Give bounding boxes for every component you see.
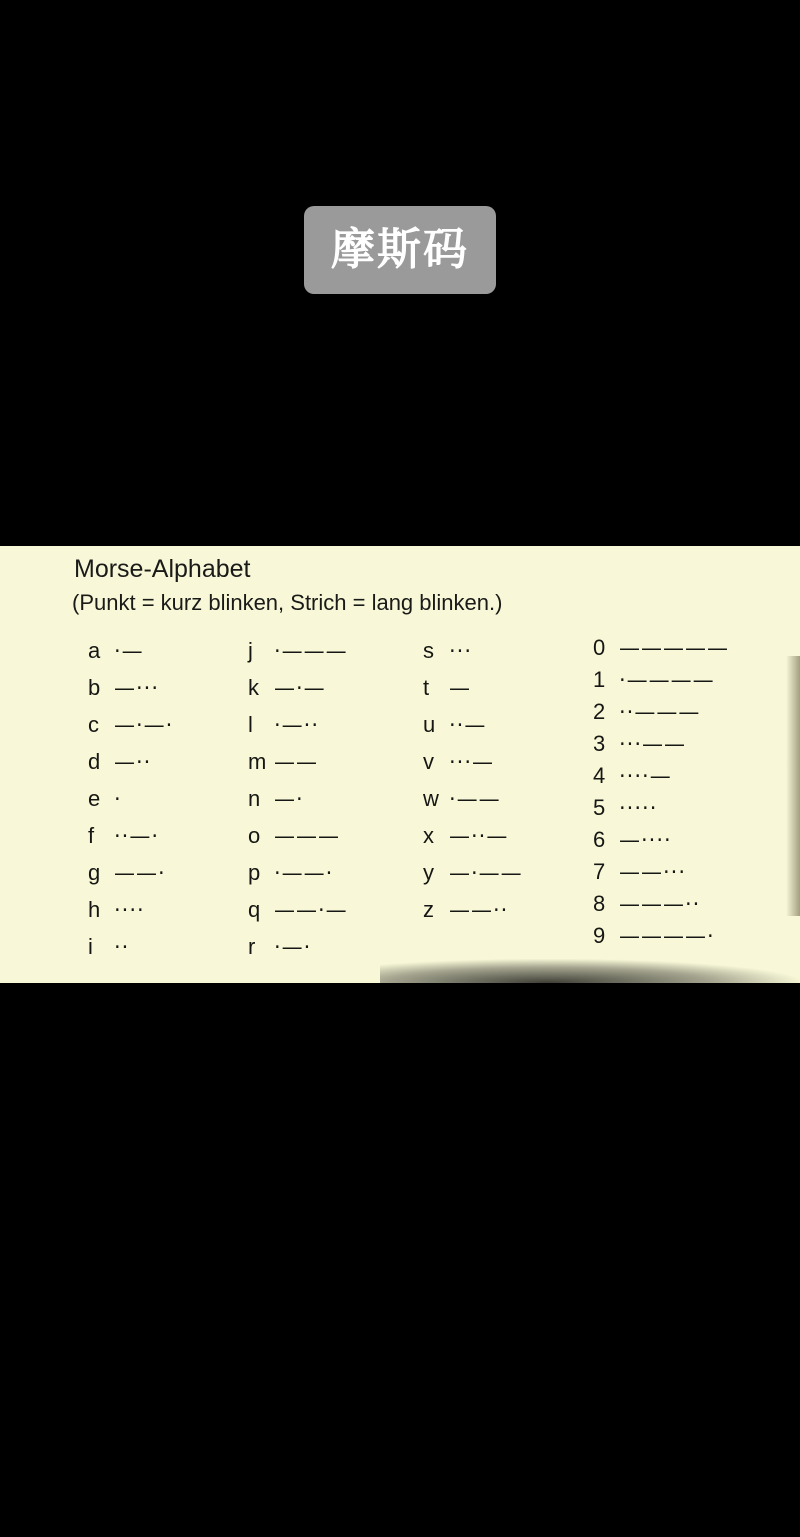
morse-code: · [114, 786, 122, 811]
morse-code: —··· [114, 675, 160, 700]
morse-row [88, 854, 248, 891]
morse-row [593, 920, 753, 952]
morse-character: c [88, 711, 99, 737]
morse-row [248, 669, 423, 706]
morse-code: ·——— [274, 638, 348, 663]
morse-character: p [248, 859, 261, 885]
morse-row [423, 632, 593, 669]
morse-row [423, 780, 593, 817]
morse-character: 2 [593, 699, 606, 724]
morse-character: r [248, 933, 256, 959]
morse-character: 6 [593, 827, 606, 852]
morse-row [593, 824, 753, 856]
morse-character: f [88, 822, 95, 848]
morse-code: ·——· [274, 860, 334, 885]
morse-code: ·—· [274, 934, 312, 959]
morse-character: t [423, 674, 430, 700]
morse-character: b [88, 674, 101, 700]
morse-code: ····· [619, 796, 658, 820]
morse-row [593, 632, 753, 664]
morse-character: w [423, 785, 439, 811]
morse-row [593, 728, 753, 760]
morse-row [88, 632, 248, 669]
morse-code: ··— [449, 712, 487, 737]
morse-character: o [248, 822, 261, 848]
morse-column-letters-a-i [88, 632, 248, 965]
morse-character: l [248, 711, 253, 737]
morse-character: 3 [593, 731, 606, 756]
morse-code: ——· [114, 860, 166, 885]
morse-code: ———·· [619, 892, 701, 916]
morse-code: ————— [619, 636, 729, 660]
morse-code: —··— [449, 823, 509, 848]
morse-character: e [88, 785, 101, 811]
morse-code: ·———— [619, 668, 715, 692]
morse-code: —— [274, 749, 318, 774]
morse-code: —·· [114, 749, 152, 774]
morse-row [88, 743, 248, 780]
card-heading: Morse-Alphabet [74, 555, 251, 583]
morse-code: ····— [619, 764, 672, 788]
morse-code: —·—· [114, 712, 174, 737]
morse-character: d [88, 748, 101, 774]
morse-row [593, 888, 753, 920]
morse-character: q [248, 896, 261, 922]
morse-code: ·—·· [274, 712, 320, 737]
morse-character: 1 [593, 667, 606, 692]
morse-row [248, 854, 423, 891]
morse-character: u [423, 711, 436, 737]
morse-code: ··—· [114, 823, 160, 848]
morse-row [593, 696, 753, 728]
morse-row [423, 669, 593, 706]
morse-character: 0 [593, 635, 606, 660]
morse-row [88, 928, 248, 965]
morse-character: i [88, 933, 93, 959]
morse-row [248, 817, 423, 854]
morse-code: ···—— [619, 732, 687, 756]
morse-row [593, 760, 753, 792]
morse-row [423, 854, 593, 891]
morse-row [88, 891, 248, 928]
morse-row [248, 780, 423, 817]
morse-column-letters-s-z [423, 632, 593, 965]
morse-row [248, 891, 423, 928]
morse-row [423, 817, 593, 854]
morse-code: ··——— [619, 700, 701, 724]
morse-columns [0, 632, 800, 965]
morse-character: a [88, 637, 101, 663]
morse-row [423, 706, 593, 743]
morse-code: — [449, 675, 471, 700]
morse-character: 8 [593, 891, 606, 916]
morse-character: m [248, 748, 267, 774]
morse-character: v [423, 748, 434, 774]
morse-code: —· [274, 786, 304, 811]
morse-alphabet-card [0, 546, 800, 983]
morse-code: —···· [619, 828, 672, 852]
card-bottom-shadow [380, 959, 800, 983]
morse-code: ——·— [274, 897, 348, 922]
morse-character: x [423, 822, 434, 848]
morse-row [88, 669, 248, 706]
morse-code: ——··· [619, 860, 687, 884]
morse-character: 4 [593, 763, 606, 788]
morse-code: ————· [619, 924, 715, 948]
morse-row [593, 664, 753, 696]
morse-code: ···· [114, 897, 145, 922]
morse-code: ·—— [449, 786, 501, 811]
morse-character: k [248, 674, 259, 700]
morse-character: y [423, 859, 434, 885]
morse-character: 5 [593, 795, 606, 820]
card-subheading: (Punkt = kurz blinken, Strich = lang blinken.) [72, 590, 503, 615]
morse-column-letters-j-r [248, 632, 423, 965]
morse-row [88, 780, 248, 817]
morse-code: ——— [274, 823, 340, 848]
morse-row [248, 632, 423, 669]
morse-column-digits-0-9 [593, 632, 753, 965]
morse-code: ——·· [449, 897, 509, 922]
morse-character: 7 [593, 859, 606, 884]
morse-code: ·· [114, 934, 130, 959]
card-page-edge-shadow [786, 656, 800, 916]
morse-row [423, 743, 593, 780]
morse-row [248, 743, 423, 780]
title-overlay-badge [304, 206, 496, 294]
morse-row [88, 706, 248, 743]
morse-character: s [423, 637, 434, 663]
morse-character: h [88, 896, 101, 922]
morse-row [593, 792, 753, 824]
morse-character: z [423, 896, 434, 922]
morse-code: ···— [449, 749, 495, 774]
morse-code: —·—— [449, 860, 523, 885]
morse-character: n [248, 785, 261, 811]
morse-character: j [248, 637, 253, 663]
morse-character: g [88, 859, 101, 885]
morse-row [423, 891, 593, 928]
morse-row [88, 817, 248, 854]
morse-code: ·— [114, 638, 144, 663]
morse-code: ··· [449, 638, 473, 663]
morse-row [248, 706, 423, 743]
morse-row [593, 856, 753, 888]
morse-character: 9 [593, 923, 606, 948]
morse-code: —·— [274, 675, 326, 700]
title-overlay-text: 摩斯码 [331, 224, 469, 275]
